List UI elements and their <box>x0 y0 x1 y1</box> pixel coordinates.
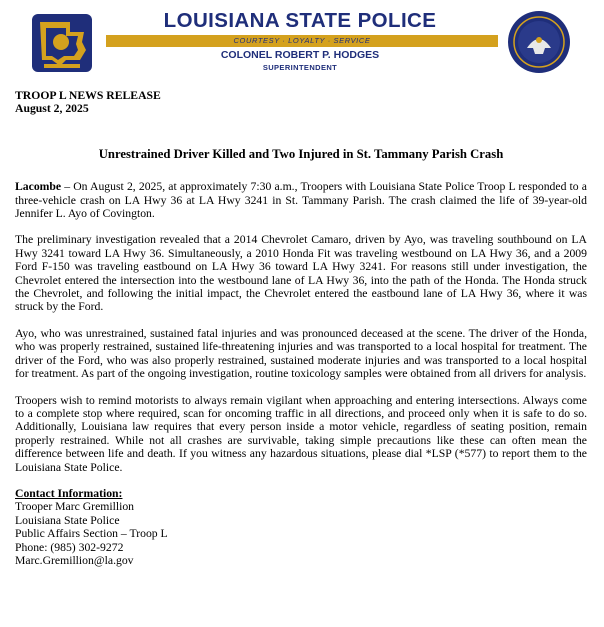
superintendent-title: SUPERINTENDENT <box>262 63 338 72</box>
motto: COURTESY · LOYALTY · SERVICE <box>233 36 371 45</box>
lsp-louisiana-badge-icon <box>30 10 94 74</box>
dateline-location: Lacombe <box>15 180 62 194</box>
headline: Unrestrained Driver Killed and Two Injured in St. Tammany Parish Crash <box>98 146 504 161</box>
press-release <box>15 89 587 567</box>
injuries-paragraph: Ayo, who was unrestrained, sustained fatal injuries and was pronounced deceased at the scene. The driver of the Honda, who was properly restrained, sustained life-threatening injuries and was transported to a local hospital for treatment. The driver of the Ford, who was also properly restrained, sustained moderate injuries and was transported to a local hospital for treatment. As part of the ongoing investigation, routine toxicology samples were obtained from all drivers for analysis. <box>15 326 587 381</box>
louisiana-state-seal-icon <box>507 10 571 74</box>
contact-section: Public Affairs Section – Troop L <box>15 527 168 541</box>
contact-org: Louisiana State Police <box>15 513 120 527</box>
safety-reminder-paragraph: Troopers wish to remind motorists to always remain vigilant when approaching and entering intersections. Always come to a complete stop where required, scan for oncoming traffic in all directions, and proceed only when it is safe to do so. Additionally, Louisiana law requires that every person inside a motor vehicle, regardless of seating position, remain properly restrained. While not all crashes are survivable, taking simple precautions like these can often mean the difference between life and death. If you witness any hazardous situations, please dial *LSP (*577) to report them to the Louisiana State Police. <box>15 393 587 474</box>
contact-title: Contact Information: <box>15 486 123 500</box>
agency-title: LOUISIANA STATE POLICE <box>163 9 437 32</box>
lead-paragraph <box>15 180 587 220</box>
colonel-name: COLONEL ROBERT P. HODGES <box>220 49 380 61</box>
investigation-paragraph: The preliminary investigation revealed that a 2014 Chevrolet Camaro, driven by Ayo, was traveling southbound on LA Hwy 3241 toward LA Hwy 36. Simultaneously, a 2010 Honda Fit was traveling westbound on LA Hwy 36, and a 2009 Ford F-150 was traveling eastbound on LA Hwy 36 toward LA Hwy 3241. For reasons still under investigation, the Chevrolet entered the intersection into the westbound lane of LA Hwy 36, into the path of the Honda. The Honda struck the Chevrolet, and following the initial impact, the Chevrolet entered the eastbound lane of LA Hwy 36, where it was struck by the Ford. <box>15 233 587 314</box>
letterhead <box>0 0 604 82</box>
contact-email[interactable]: Marc.Gremillion@la.gov <box>15 553 134 567</box>
contact-phone: Phone: (985) 302-9272 <box>15 540 124 554</box>
contact-name: Trooper Marc Gremillion <box>15 500 135 514</box>
lead-text: – On August 2, 2025, at approximately 7:30 a.m., Troopers with Louisiana State Police Troop L responded to a three-vehicle crash on LA Hwy 36 at LA Hwy 3241 in St. Tammany Parish. The crash claimed the life of 39-year-old Jennifer L. Ayo of Covington. <box>15 180 587 221</box>
release-type: TROOP L NEWS RELEASE <box>15 89 161 102</box>
release-date: August 2, 2025 <box>15 102 89 116</box>
